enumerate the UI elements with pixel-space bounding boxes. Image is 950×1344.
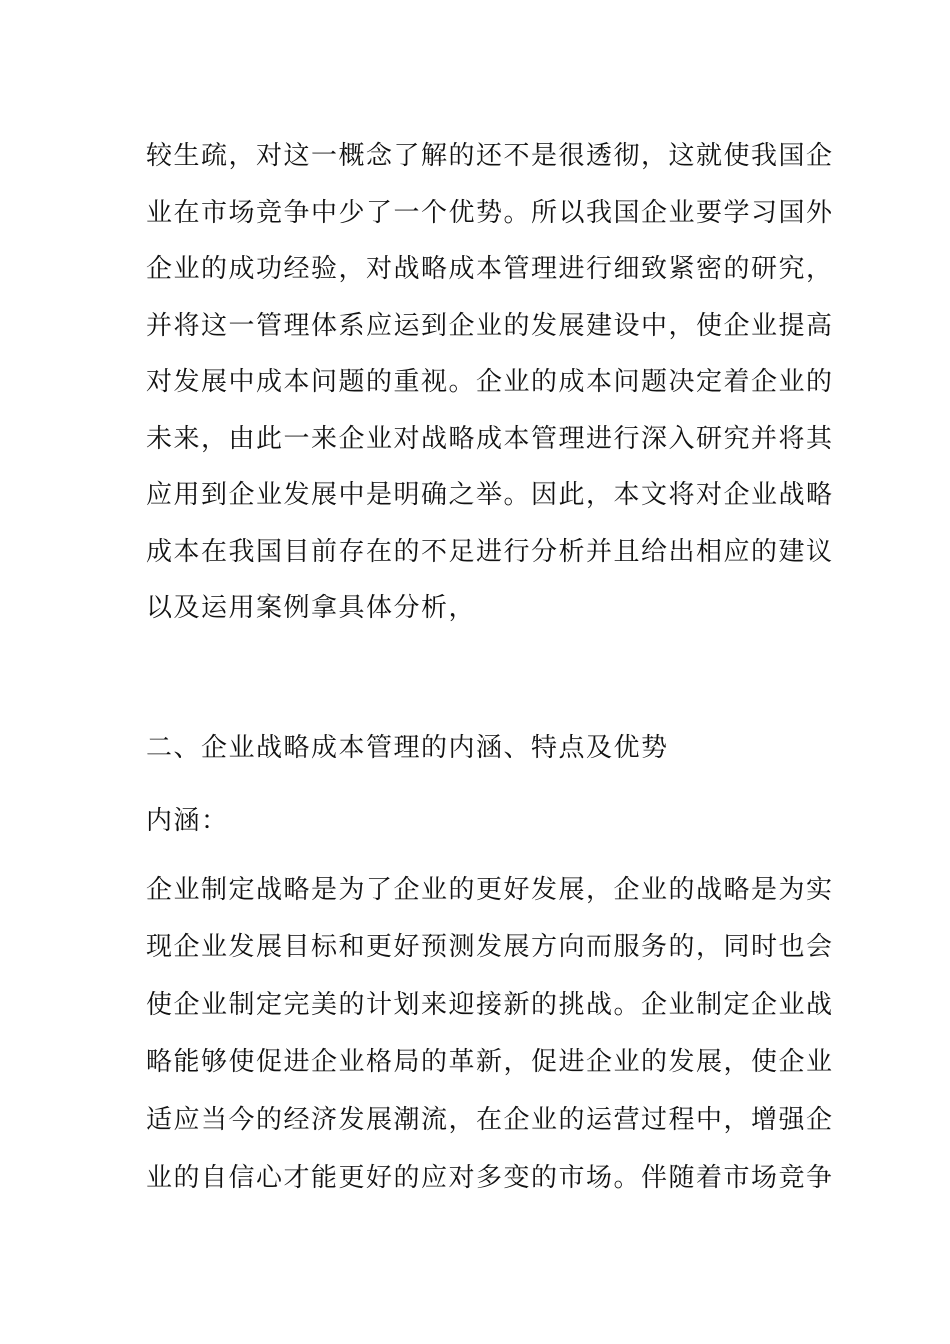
paragraph-1-line-3: 企业的成功经验，对战略成本管理进行细致紧密的研究，: [146, 254, 834, 284]
paragraph-2-line-5: 适应当今的经济发展潮流，在企业的运营过程中，增强企: [146, 1105, 834, 1135]
paragraph-2-line-1: 企业制定战略是为了企业的更好发展，企业的战略是为实: [146, 875, 834, 905]
paragraph-1-line-7: 应用到企业发展中是明确之举。因此，本文将对企业战略: [146, 480, 834, 510]
paragraph-2-line-6: 业的自信心才能更好的应对多变的市场。伴随着市场竞争: [146, 1163, 834, 1193]
paragraph-2-line-4: 略能够使促进企业格局的革新，促进企业的发展，使企业: [146, 1047, 834, 1077]
paragraph-1-line-2: 业在市场竞争中少了一个优势。所以我国企业要学习国外: [146, 198, 834, 228]
paragraph-1-line-9: 以及运用案例拿具体分析，: [146, 593, 477, 623]
paragraph-1-line-4: 并将这一管理体系应运到企业的发展建设中，使企业提高: [146, 311, 834, 341]
subheading: 内涵：: [146, 806, 229, 836]
paragraph-2-line-2: 现企业发展目标和更好预测发展方向而服务的，同时也会: [146, 932, 834, 962]
paragraph-1-line-1: 较生疏，对这一概念了解的还不是很透彻，这就使我国企: [146, 141, 834, 171]
paragraph-1-line-5: 对发展中成本问题的重视。企业的成本问题决定着企业的: [146, 367, 834, 397]
section-heading: 二、企业战略成本管理的内涵、特点及优势: [146, 733, 669, 763]
paragraph-2-line-3: 使企业制定完美的计划来迎接新的挑战。企业制定企业战: [146, 990, 834, 1020]
paragraph-1-line-6: 未来，由此一来企业对战略成本管理进行深入研究并将其: [146, 424, 834, 454]
paragraph-1-line-8: 成本在我国目前存在的不足进行分析并且给出相应的建议: [146, 537, 834, 567]
